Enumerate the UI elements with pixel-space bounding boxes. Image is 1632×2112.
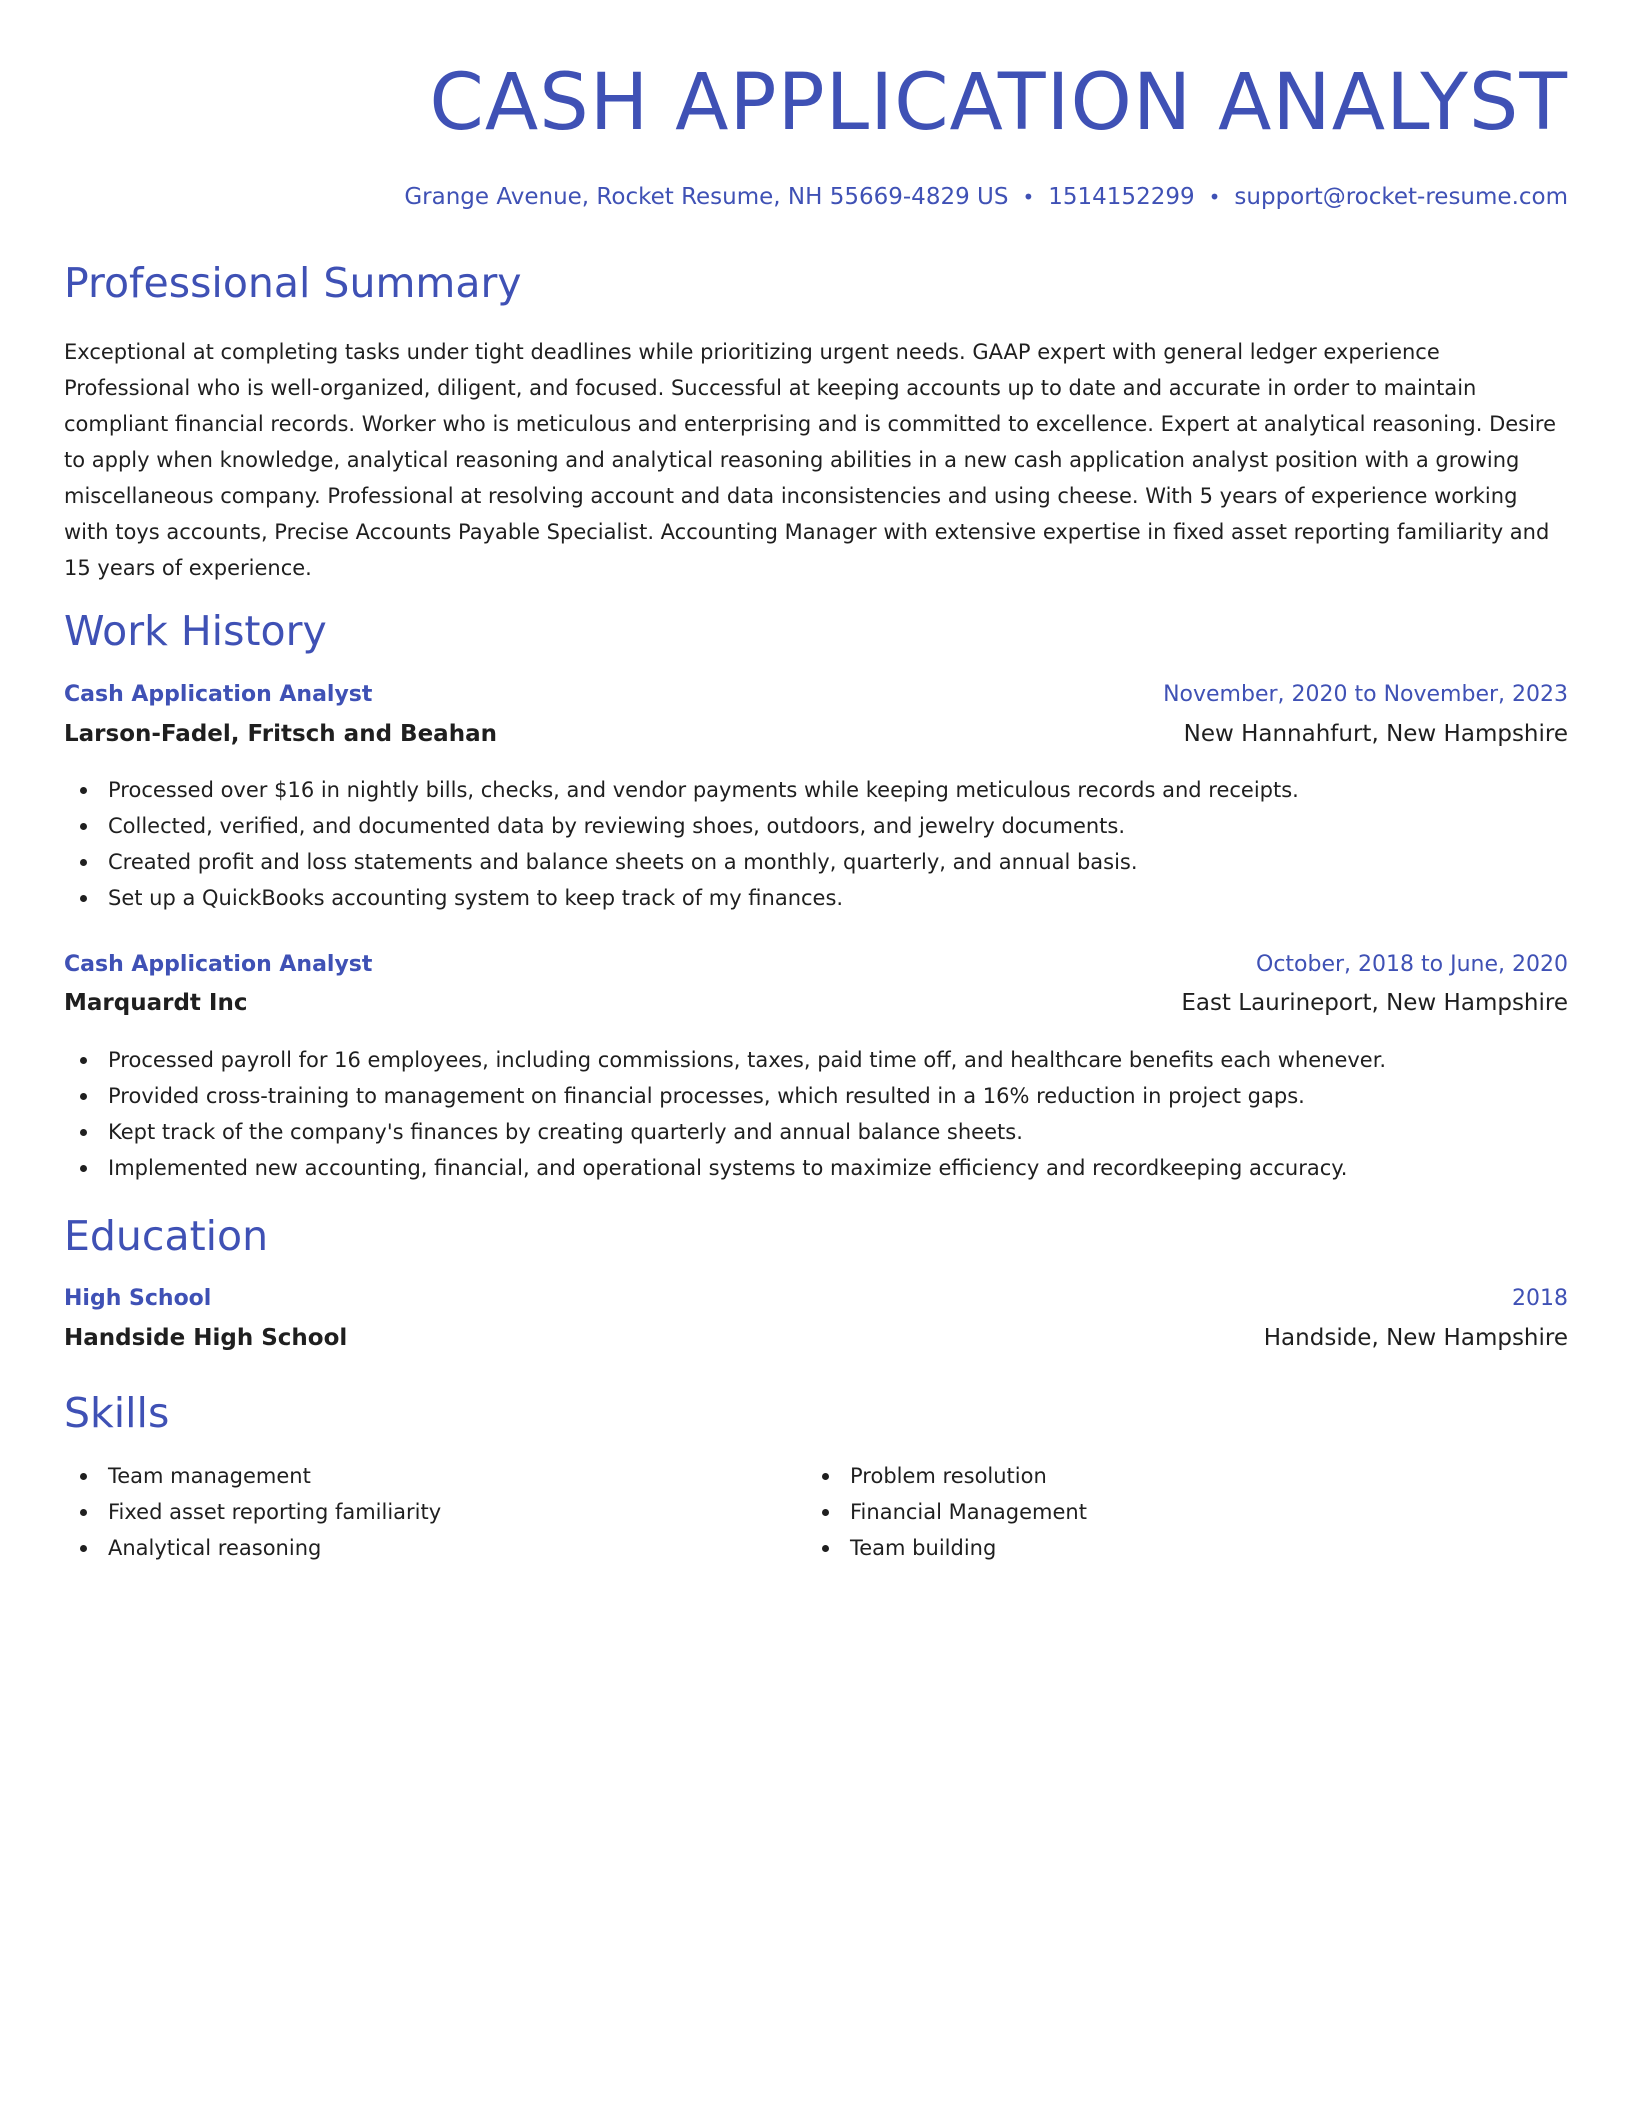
- job-bullets: [64, 772, 1568, 916]
- summary-text: Exceptional at completing tasks under tight deadlines while prioritizing urgent needs. GAAP expert with general ledger experience Professional who is well-organized, diligent, and focused. Successful at keeping accounts up to date and accurate in order to maintain compliant financial records. Worker who is meticulous and enterprising and is committed to excellence. Expert at analytical reasoning. Desire to apply when knowledge, analytical reasoning and analytical reasoning abilities in a new cash application analyst position with a growing miscellaneous company. Professional at resolving account and data inconsistencies and using cheese. With 5 years of experience working with toys accounts, Precise Accounts Payable Specialist. Accounting Manager with extensive expertise in fixed asset reporting familiarity and 15 years of experience.: [64, 340, 1557, 580]
- list-item: Provided cross-training to management on financial processes, which resulted in a 16% reduction in project gaps.: [64, 1078, 1568, 1114]
- skills-heading: Skills: [64, 1389, 170, 1437]
- list-item: Created profit and loss statements and balance sheets on a monthly, quarterly, and annual basis.: [64, 844, 1568, 880]
- skill-item: Fixed asset reporting familiarity: [64, 1494, 764, 1530]
- list-item: Collected, verified, and documented data by reviewing shoes, outdoors, and jewelry documents.: [64, 808, 1568, 844]
- skills-list-left: [64, 1458, 764, 1566]
- contact-separator: •: [1022, 185, 1035, 209]
- skill-item: Problem resolution: [806, 1458, 1506, 1494]
- contact-address: Grange Avenue, Rocket Resume, NH 55669-4829 US: [404, 184, 1009, 210]
- job-dates: October, 2018 to June, 2020: [1256, 952, 1568, 977]
- skill-item: Team management: [64, 1458, 764, 1494]
- job-header: [64, 952, 1568, 977]
- skill-item: Financial Management: [806, 1494, 1506, 1530]
- list-item: Set up a QuickBooks accounting system to keep track of my finances.: [64, 880, 1568, 916]
- education-location: Handside, New Hampshire: [1263, 1325, 1568, 1351]
- job-role: Cash Application Analyst: [64, 682, 373, 707]
- contact-line: [64, 184, 1568, 210]
- list-item: Processed payroll for 16 employees, including commissions, taxes, paid time off, and healthcare benefits each whenever.: [64, 1042, 1568, 1078]
- skills-list-right: [806, 1458, 1506, 1566]
- page-title: CASH APPLICATION ANALYST: [429, 58, 1568, 148]
- job-location: East Laurineport, New Hampshire: [1181, 990, 1568, 1016]
- job-company: Larson-Fadel, Fritsch and Beahan: [64, 721, 497, 747]
- job-company: Marquardt Inc: [64, 990, 248, 1016]
- work-history-heading: Work History: [64, 607, 327, 655]
- contact-separator: •: [1208, 185, 1221, 209]
- job-dates: November, 2020 to November, 2023: [1163, 682, 1568, 707]
- job-subheader: [64, 721, 1568, 747]
- job-bullets: [64, 1042, 1568, 1186]
- education-header: [64, 1286, 1568, 1311]
- education-heading: Education: [64, 1212, 269, 1260]
- skill-item: Analytical reasoning: [64, 1530, 764, 1566]
- job-role: Cash Application Analyst: [64, 952, 373, 977]
- job-subheader: [64, 990, 1568, 1016]
- contact-phone[interactable]: 1514152299: [1048, 184, 1195, 210]
- contact-email[interactable]: support@rocket-resume.com: [1234, 184, 1568, 210]
- resume-page: [64, 0, 1568, 1560]
- job-location: New Hannahfurt, New Hampshire: [1183, 721, 1568, 747]
- list-item: Implemented new accounting, financial, and operational systems to maximize efficiency and recordkeeping accuracy.: [64, 1150, 1568, 1186]
- list-item: Processed over $16 in nightly bills, checks, and vendor payments while keeping meticulous records and receipts.: [64, 772, 1568, 808]
- education-school: Handside High School: [64, 1325, 348, 1351]
- list-item: Kept track of the company's finances by creating quarterly and annual balance sheets.: [64, 1114, 1568, 1150]
- skill-item: Team building: [806, 1530, 1506, 1566]
- job-header: [64, 682, 1568, 707]
- education-subheader: [64, 1325, 1568, 1351]
- education-year: 2018: [1512, 1286, 1568, 1311]
- education-degree: High School: [64, 1286, 212, 1311]
- summary-heading: Professional Summary: [64, 259, 522, 307]
